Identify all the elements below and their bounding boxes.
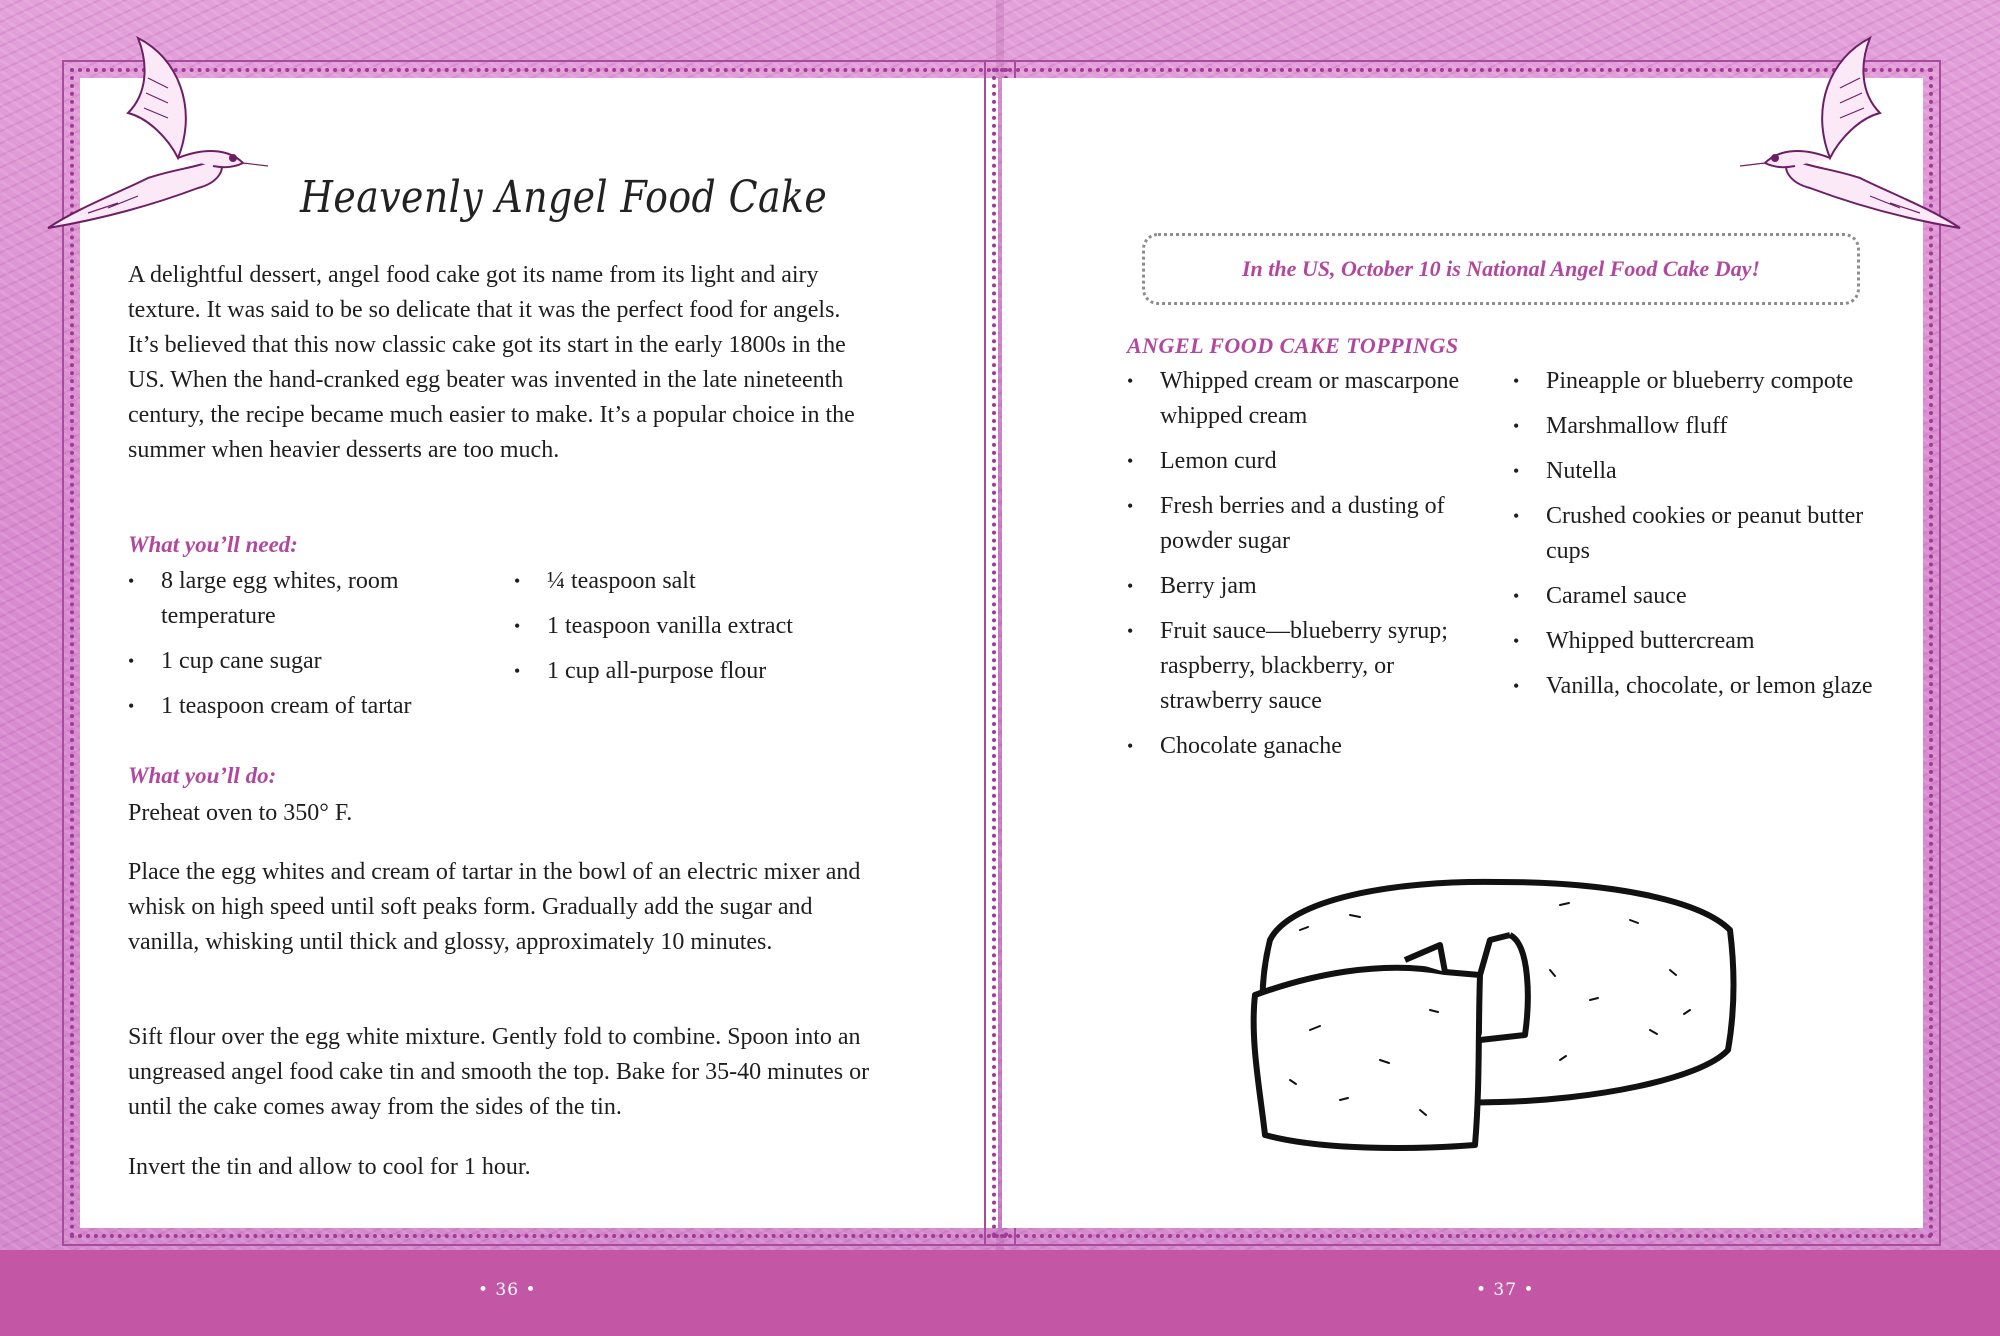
list-item: • Nutella [1513,454,1873,489]
list-item: • 1 cup all-purpose flour [514,654,854,689]
ingredients-col-2 [514,564,854,699]
dove-left-icon [28,18,278,238]
page-number-right: • 37 • [1476,1280,1535,1300]
callout-box [1142,233,1860,305]
list-item: • Pineapple or blueberry compote [1513,364,1873,399]
list-item: • Fruit sauce—blueberry syrup; raspberry, blackberry, or strawberry sauce [1127,614,1487,719]
list-item: • 1 cup cane sugar [128,644,458,679]
step-3: Sift flour over the egg white mixture. Gently fold to combine. Spoon into an ungreased angel food cake tin and smooth the top. Bake for 35-40 minutes or until the cake comes away from the sides of the tin. [128,1024,870,1120]
step-1: Preheat oven to 350° F. [128,800,353,826]
intro-paragraph: A delightful dessert, angel food cake got its name from its light and airy texture. It was said to be so delicate that it was the perfect food for angels. It’s believed that this now classic cake got its start in the early 1800s in the US. When the hand-cranked egg beater was invented in the late nineteenth century, the recipe became much easier to make. It’s a popular choice in the summer when heavier desserts are too much. [128,262,855,463]
list-item: • Whipped buttercream [1513,624,1873,659]
ingredients-col-1 [128,564,458,734]
footer-bar [0,1250,2000,1336]
cake-illustration [1230,860,1760,1170]
list-item: • Vanilla, chocolate, or lemon glaze [1513,669,1873,704]
list-item: • 1 teaspoon cream of tartar [128,689,458,724]
page-title: Heavenly Angel Food Cake [300,172,828,223]
list-item: • Crushed cookies or peanut butter cups [1513,499,1873,569]
toppings-col-1 [1127,364,1487,774]
list-item: • Berry jam [1127,569,1487,604]
list-item: • Marshmallow fluff [1513,409,1873,444]
dove-right-icon [1730,18,1980,238]
list-item: • 1 teaspoon vanilla extract [514,609,854,644]
callout-text: In the US, October 10 is National Angel Food Cake Day! [1241,256,1761,281]
list-item: • Whipped cream or mascarpone whipped cream [1127,364,1487,434]
list-item: • Caramel sauce [1513,579,1873,614]
step-4: Invert the tin and allow to cool for 1 hour. [128,1154,531,1180]
list-item: • 8 large egg whites, room temperature [128,564,458,634]
page-number-left: • 36 • [478,1280,537,1300]
list-item: • Lemon curd [1127,444,1487,479]
do-heading: What you’ll do: [128,763,277,788]
list-item: • Chocolate ganache [1127,729,1487,764]
list-item: • ¼ teaspoon salt [514,564,854,599]
list-item: • Fresh berries and a dusting of powder sugar [1127,489,1487,559]
toppings-col-2 [1513,364,1873,714]
toppings-heading: ANGEL FOOD CAKE TOPPINGS [1127,333,1459,358]
step-2: Place the egg whites and cream of tartar in the bowl of an electric mixer and whisk on high speed until soft peaks form. Gradually add the sugar and vanilla, whisking until thick and glossy, approximately 10 minutes. [128,859,861,955]
need-heading: What you’ll need: [128,532,298,557]
